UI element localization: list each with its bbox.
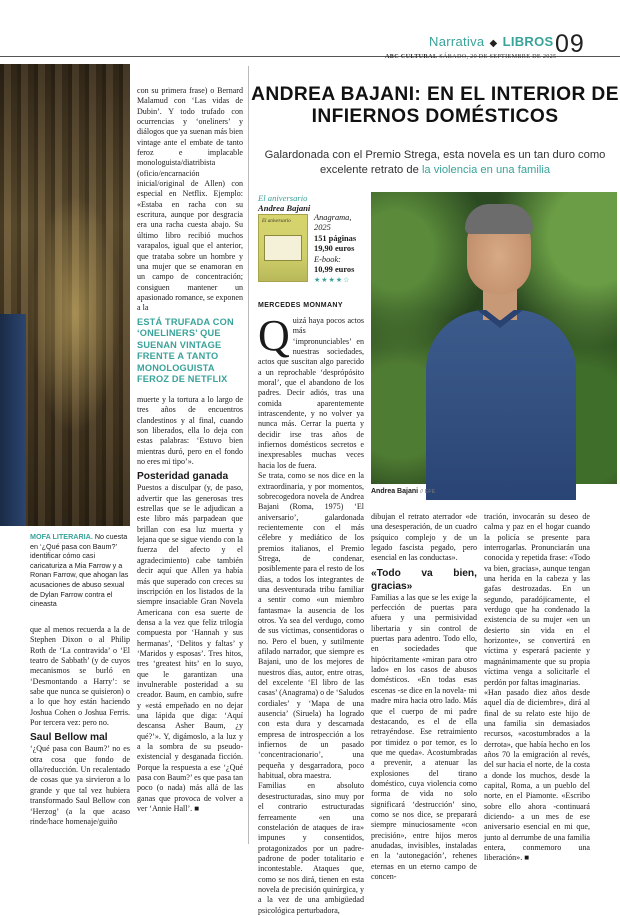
col4-heading: «Todo va bien, gracias» — [371, 567, 477, 592]
section-libros: LIBROS — [502, 34, 554, 49]
section-label — [429, 34, 554, 49]
column-5 — [484, 512, 590, 863]
curtain-photo — [0, 64, 130, 526]
section-narrativa: Narrativa — [429, 34, 485, 49]
col3-paragraph: Familias en absoluto desestructuradas, sino muy por el contrario estructuradas ferreamente «en una constelación de ataques de ira» impunes y consentidos, protagonizados por un padre-padrone de poder totalitario e incontestable. Ataques que, como se nos dirá, tienen en esta novela de precisión quirúrgica, y a la vez de una ambigüedad psicológica perturbadora, — [258, 781, 364, 915]
col1-paragraph: ‘¿Qué pasa con Baum?’ no es otra cosa que fondo de olla/reducción. Un recalentado de cosas que ya sirvieron a lo grande y que tal vez hubiera transformado Saul Bellow con ‘Herzog’ (a la que acaso rinde/hace homenaje/guiño — [30, 744, 130, 826]
col4-paragraph: Familias a las que se les exige la perfección de puertas para afuera y una permisividad libertaria y sin control de puertas para adentro. Todo ello, en sociedades que hipócritamente «miran para otro lado» en los casos de abusos domésticos. «En todas esas escenas -se dice en la novela- mi madre mira hacia otro lado. Más que el cuerpo de mi padre destacando, es el de ella retrayéndose. Ese retraimiento por timidez o por temor, es lo que me queda». Acostumbradas a prevenir, a atenuar las explosiones del tirano doméstico, cuya violencia como forma de vida no solo significará ‘destrucción’ sino, como se nos dice, se preparará siempre minuciosamente «con precisión», entre hijos meros anudadas, invisibles, instaladas en la ‘autonegación’, rehenes eternas en un eterno campo de concen- — [371, 592, 477, 881]
photo-figure — [0, 314, 26, 526]
author-photo — [371, 192, 617, 484]
book-year: 2025 — [314, 223, 331, 233]
book-ebook-label: E-book: — [314, 254, 341, 264]
column-1 — [30, 625, 130, 843]
book-cover: El aniversario — [258, 214, 308, 282]
book-ebook-price: 10,99 euros — [314, 265, 355, 275]
pull-quote: ESTÁ TRUFADA CON ‘ONELINERS’ QUE SUENAN VINTAGE FRENTE A TANTO MONOLOGUISTA FEROZ DE NETFLIX — [137, 317, 234, 385]
book-pages: 151 páginas — [314, 233, 357, 243]
col2-heading: Posteridad ganada — [137, 471, 229, 483]
col1-paragraph: que al menos recuerda a la de Stephen Dixon o al Philip Roth de ‘La contravida’ o ‘El teatro de Sabbath’ (y de cuyos mecanismos se burló en ‘Desmontando a Harry’: se sabe que nunca se quisieron) o a lo que hoy están haciendo Joshua Cohen o Joshua Ferris. Por tercera vez: pero no. — [30, 625, 130, 728]
col5-paragraph: «Han pasado diez años desde aquel día de diciembre», dirá al final de su relato este hijo de una familia sin demasiados recursos, «acostumbrados a la derrota», que había hecho en los años 70 la emigración al revés, del sur hacia el norte, de la costa a donde los muchos, desde la capital, Roma, a un pueblo del norte, en el Piamonte. «Escribo sobre ello ahora -continuará diciendo- a un mes de ese aniversario esencial en mi que, junto al derrumbe de una familia entera, conmemoro una liberación». ■ — [484, 687, 590, 863]
col3-paragraph: Quizá haya pocos actos más ‘impronunciables’ en nuestras sociedades, actos que suscitan algo parecido a un reprochable ‘desprópósito moral’, que el abandono de los padres. Decir adiós, tras una comida aparentemente intrascendente, y no volver ya nunca más. Cerrar la puerta y decidir irse tras años de infiernos domésticos secretos e inexpresables muchas veces hacia los de fuera. — [258, 311, 364, 470]
drop-cap: Q — [258, 311, 290, 360]
col4-paragraph: dibujan el retrato aterrador «de una desesperación, de un cuadro psíquico complejo y de un legado fascista pegado, pero esencial en las conductas». — [371, 512, 477, 563]
article-subtitle: Galardonada con el Premio Strega, esta novela es un tan duro como excelente retrato de la violencia en una familia — [264, 149, 606, 176]
column-4 — [371, 512, 477, 881]
rating-stars: ★★★★☆ — [314, 276, 351, 285]
article-title: ANDREA BAJANI: EN EL INTERIOR DE INFIERNOS DOMÉSTICOS — [251, 84, 619, 127]
book-title: El aniversario — [258, 193, 308, 203]
col2-paragraph: con su primera frase) o Bernard Malamud con ‘Las vidas de Dubin’. Y todo trufado con ocurrencias y ‘oneliners’ y diálogos que ya suenan más bien vintage ante el embate de tanto feroz e implacable monologuista/diatribista (oficio/encarnación inicial/original de Allen) con especial en Netflix. Ejemplo: «Estaba en racha con su escritura, aunque por desgracia era una racha cuesta abajo. Su último libro recibió muchos varapalos, igual que el anterior, que trataba sobre un hombre y una mujer que se enamoran en un campo de concentración; consiguen mantener un apasionado romance, se exponen a la — [137, 86, 243, 313]
book-price: 19,90 euros — [314, 244, 355, 254]
col3-paragraph: Se trata, como se nos dice en la extraordinaria, y por momentos, sobrecogedora novela de Andrea Bajani (Roma, 1975) ‘El aniversario’, galardonada recientemente con el más célebre y mediático de los premios italianos, el Premio Strega, de condenar, posiblemente para el resto de los días, a todos los integrantes de una desventurada tribu familiar a sentir como «un miembro fantasma» la ausencia de los otros. Ya sea del verdugo, como de sus víctimas, consentidoras o no. Pero el buen, y sutilmente afilado narrador, que siempre es Bajani, uno de los mejores de nuestros días, autor, entre otras, del excelente ‘El libro de las casas’ (Anagrama) o de ‘Saludos cordiales’ y ‘Mapa de una ausencia’ (Siruela) ha logrado con esta dura y descarnada empresa de introspección a los infiernos de un pasado ‘concentracionario’, una pequeña y desgarradora, poco habitual, obra maestra. — [258, 471, 364, 781]
column-2-top — [137, 86, 243, 312]
col2-paragraph: Puestos a disculpar (y, de paso, advertir que las generosas tres estrellas que se le adjudican a este libro más parpadean que brillan con esa luz muerta y lejana que se sigue viendo con la fuerza del afecto y el agradecimiento) cabe también decir aquí que Allen ya había más que superado con creces su inscripción en los listados de la siempre insaciable Gran Novela Americana con esa suerte de densa a la vez que feliz trilogía compuesta por ‘Hannah y sus hermanas’, ‘Delitos y faltas’ y ‘Maridos y esposas’. Tres hitos, tres ‘greatest hits’ en lo suyo, que le garantizan una invulnerable posteridad a su creador. Baum, en cambio, sufre y «está empeñado en no dejar una lápida que diga: ‘Aquí descansa Asher Baum, ¿y qué?’». Y, digámoslo, a la luz y a la sombra de su pseudo-existencial y desganada ficción. Porque la respuesta a ese ‘¿Qué pasa con Baum?’ es que pasa tan poco (o nada) más allá de las ganas que provoca de volver a ver ‘Annie Hall’. ■ — [137, 483, 243, 814]
book-info — [314, 213, 356, 286]
col2-paragraph: muerte y la tortura a lo largo de tres años de encuentros clandestinos y al final, cuando son liberados, ella lo deja con estas palabras: ‘Estuvo bien mientras duró, pero en el fondo no eres mi tipo’». — [137, 395, 243, 467]
left-photo-caption: MOFA LITERARIA. No cuesta en ‘¿Qué pasa con Baum?’ identificar cómo casi caricaturiza a Mia Farrow y a Ronan Farrow, que ahogan las acusaciones de abuso sexual de Dylan Farrow contra el cineasta — [30, 532, 129, 609]
diamond-icon: ◆ — [486, 38, 501, 49]
dateline: ABC CULTURAL SÁBADO, 20 DE SEPTIEMBRE DE 2025 — [385, 53, 557, 60]
photo-caption: Andrea Bajani // EFE — [371, 488, 436, 495]
spotlight — [30, 194, 120, 434]
column-3 — [258, 311, 364, 915]
column-divider — [248, 66, 249, 844]
book-publisher: Anagrama, — [314, 213, 352, 222]
col5-paragraph: tración, invocarán su deseo de calma y paz en el hogar cuando la policía se presente para interrogarlas. Pronunciarán una conocida y repetida frase: «Todo va bien, gracias», aunque tengan una herida en la cabeza y las gafas destrozadas. En un segundo, paradójicamente, el verdugo que ha condenado la existencia de su mujer «en un desierto sin vida en el horizonte», se convertirá en víctima y esperará paciente y magnánimamente que su propia víctima venga a solicitarle el perdón por faltas imaginarias. — [484, 512, 590, 687]
column-2-bottom — [137, 395, 243, 843]
page-number: 09 — [555, 30, 585, 58]
book-kicker — [258, 193, 310, 213]
col1-heading: Saul Bellow mal — [30, 732, 108, 744]
byline: MERCEDES MONMANY — [258, 302, 343, 309]
book-author: Andrea Bajani — [258, 203, 311, 213]
